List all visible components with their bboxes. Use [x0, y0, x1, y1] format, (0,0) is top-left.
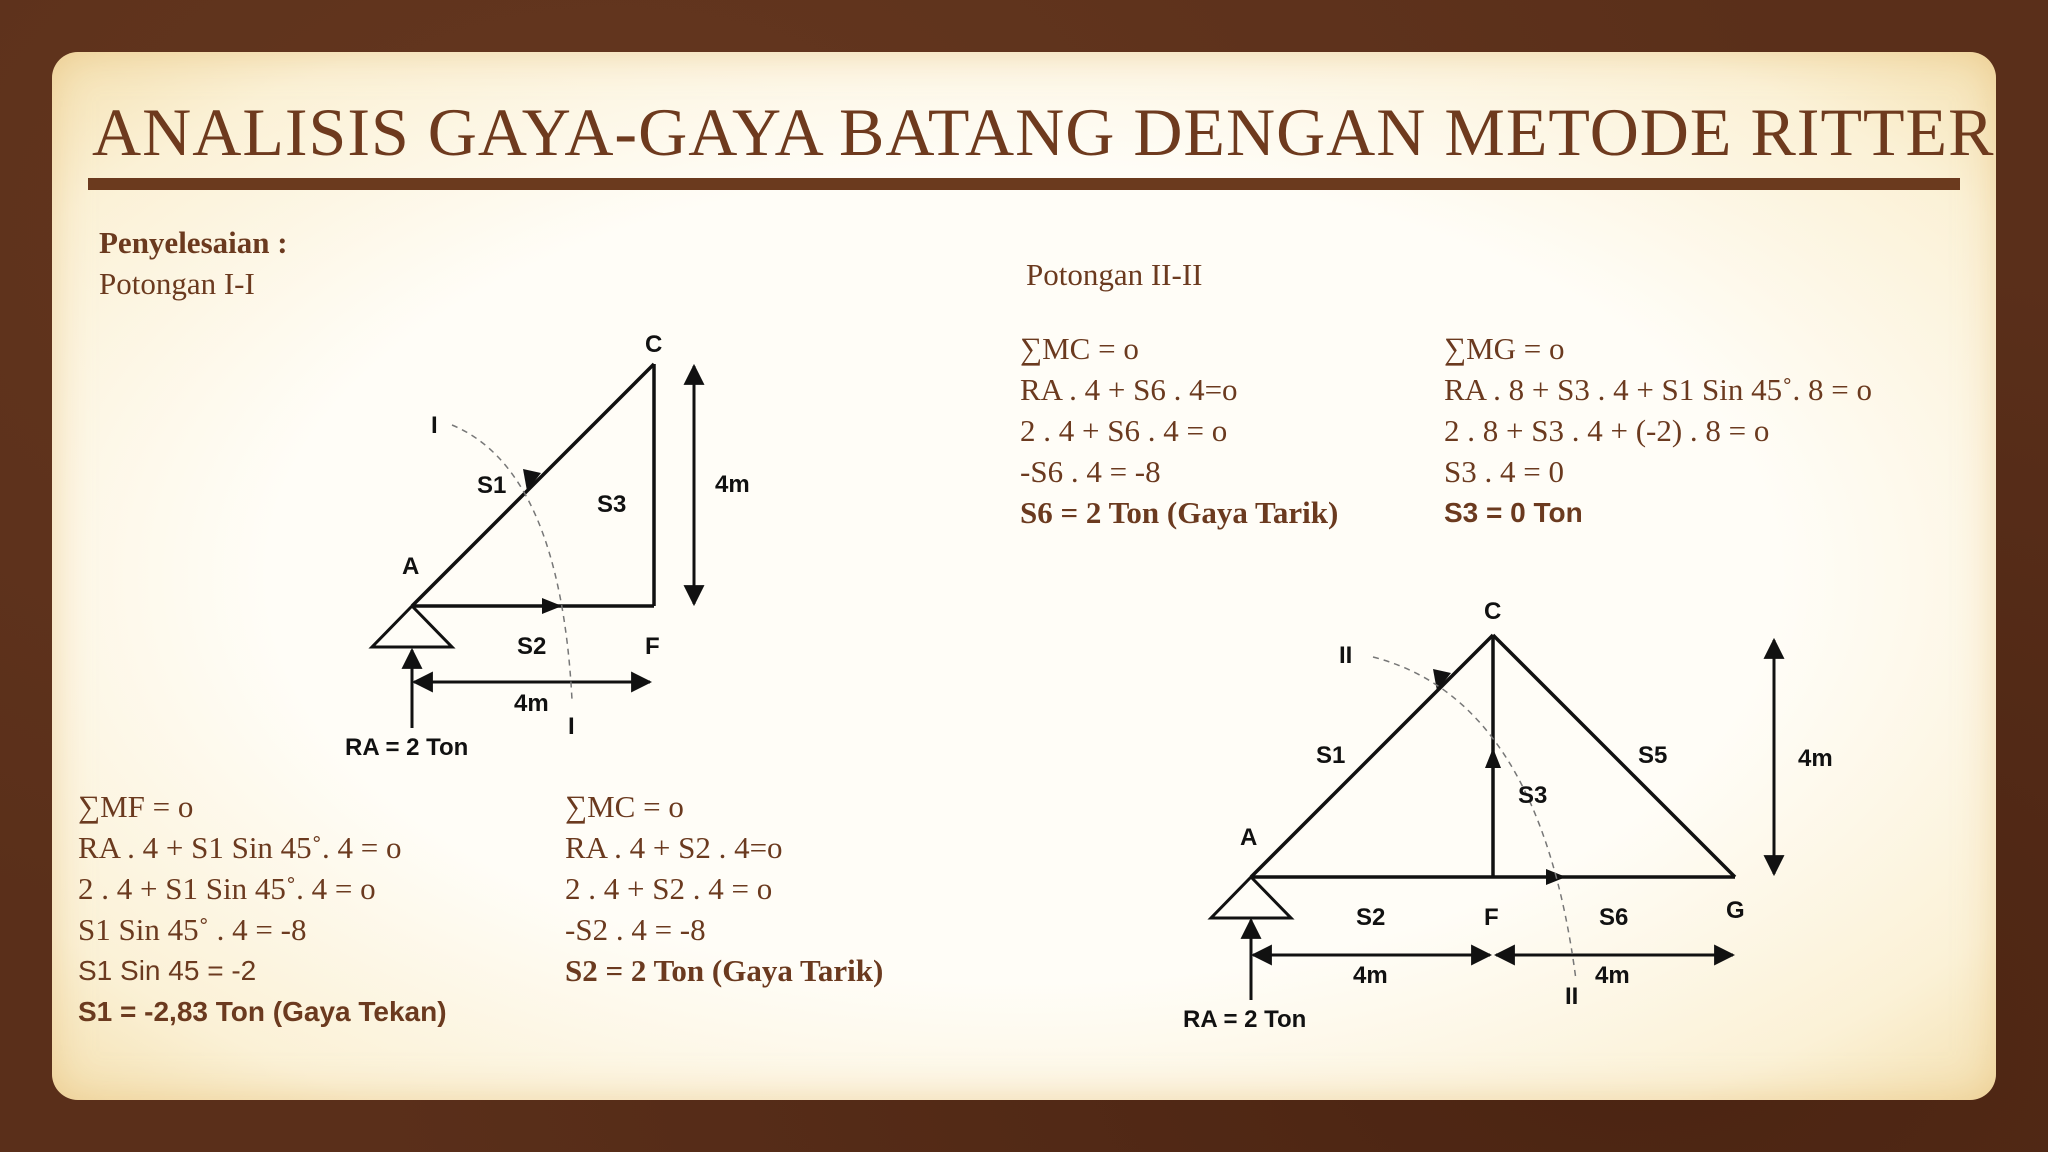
equation-line: ∑MF = o — [78, 789, 194, 824]
solution-heading: Penyelesaian : — [99, 225, 288, 260]
equation-line: RA . 4 + S1 Sin 45˚. 4 = o — [78, 830, 402, 865]
equation-line: 2 . 8 + S3 . 4 + (-2) . 8 = o — [1444, 413, 1770, 448]
reaction-label: RA = 2 Ton — [345, 734, 469, 761]
s2-force-arrow — [542, 598, 562, 614]
height-label: 4m — [715, 471, 750, 498]
cut-top-label: I — [431, 412, 438, 439]
truss-diagram-section-ii — [1211, 635, 1774, 1000]
equation-line: RA . 4 + S2 . 4=o — [565, 830, 783, 865]
member-s1-label: S1 — [1316, 742, 1346, 769]
cut-bottom-label: I — [568, 713, 575, 740]
equation-result: S1 = -2,83 Ton (Gaya Tekan) — [78, 996, 447, 1027]
equation-line: S1 Sin 45˚ . 4 = -8 — [78, 912, 307, 947]
equation-line: ∑MC = o — [565, 789, 684, 824]
node-f-label: F — [1484, 904, 1499, 931]
member-s1 — [412, 364, 654, 606]
member-s5-label: S5 — [1638, 742, 1668, 769]
equation-line: ∑MG = o — [1444, 331, 1565, 366]
equation-line: -S6 . 4 = -8 — [1020, 454, 1161, 489]
equation-result: S6 = 2 Ton (Gaya Tarik) — [1020, 495, 1339, 530]
cut-bottom-label: II — [1565, 983, 1579, 1010]
cut-line-ii — [1373, 657, 1576, 980]
reaction-label: RA = 2 Ton — [1183, 1006, 1307, 1033]
section-ii-heading: Potongan II-II — [1026, 257, 1203, 292]
pin-support — [372, 606, 452, 647]
equation-result: S3 = 0 Ton — [1444, 497, 1583, 528]
member-s6-label: S6 — [1599, 904, 1629, 931]
member-s1 — [1251, 635, 1493, 877]
node-f-label: F — [645, 633, 660, 660]
s3-force-arrow — [1485, 748, 1501, 768]
node-a-label: A — [1240, 824, 1258, 851]
equation-result: S2 = 2 Ton (Gaya Tarik) — [565, 953, 884, 988]
page-title: ANALISIS GAYA-GAYA BATANG DENGAN METODE RITTER — [92, 94, 1995, 170]
member-s2-label: S2 — [1356, 904, 1386, 931]
node-a-label: A — [402, 553, 420, 580]
cut-top-label: II — [1339, 642, 1353, 669]
member-s2-label: S2 — [517, 633, 547, 660]
equation-line: 2 . 4 + S1 Sin 45˚. 4 = o — [78, 871, 376, 906]
width-label: 4m — [514, 690, 549, 717]
node-c-label: C — [1484, 598, 1502, 625]
equation-line: 2 . 4 + S2 . 4 = o — [565, 871, 773, 906]
equation-line: 2 . 4 + S6 . 4 = o — [1020, 413, 1228, 448]
equation-line: S1 Sin 45 = -2 — [78, 955, 257, 986]
section-i-heading: Potongan I-I — [99, 266, 255, 301]
equation-line: RA . 4 + S6 . 4=o — [1020, 372, 1238, 407]
width-right-label: 4m — [1595, 962, 1630, 989]
pin-support — [1211, 877, 1291, 918]
width-left-label: 4m — [1353, 962, 1388, 989]
height-label: 4m — [1798, 745, 1833, 772]
truss-diagram-section-i — [372, 364, 694, 728]
member-s5 — [1493, 635, 1735, 877]
member-s3-label: S3 — [1518, 782, 1548, 809]
node-g-label: G — [1726, 897, 1745, 924]
member-s1-label: S1 — [477, 472, 507, 499]
equation-line: S3 . 4 = 0 — [1444, 454, 1564, 489]
node-c-label: C — [645, 331, 663, 358]
equation-line: ∑MC = o — [1020, 331, 1139, 366]
member-s3-label: S3 — [597, 491, 627, 518]
equation-line: RA . 8 + S3 . 4 + S1 Sin 45˚. 8 = o — [1444, 372, 1872, 407]
equation-line: -S2 . 4 = -8 — [565, 912, 706, 947]
